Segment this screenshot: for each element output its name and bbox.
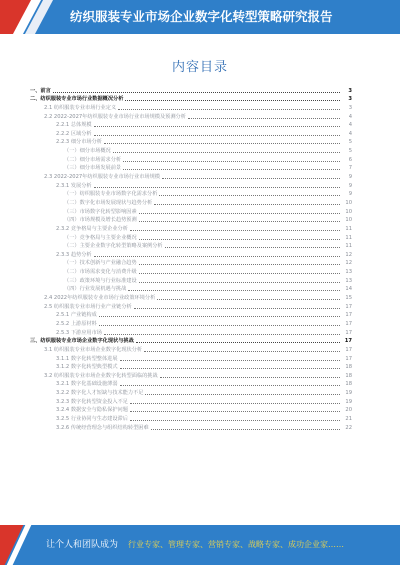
toc-leader-dots [120,368,340,369]
toc-entry-text: 2.2.2 区域分析 [56,130,92,137]
toc-page-number: 17 [345,312,352,319]
toc-leader-dots [139,213,340,214]
toc-leader-dots [139,221,340,222]
report-title: 纺织服装专业市场企业数字化转型策略研究报告 [70,9,333,24]
toc-page-number: 6 [348,156,352,163]
toc-entry[interactable] [30,223,352,232]
toc-entry-text: 2.5.2 上游原材料 [56,320,97,327]
toc-entry[interactable] [30,232,352,241]
toc-entry-text: （一）纺织服装专业市场数字化需求分析 [64,191,158,198]
toc-entry-text: 三、纺织服装专业市场企业数字化现状与挑战 [30,338,134,345]
toc-entry[interactable] [30,154,352,163]
toc-leader-dots [139,282,340,283]
toc-entry-text: 3.2 纺织服装专业市场企业数字化转型面临的挑战 [44,372,158,379]
toc-entry[interactable] [30,387,352,396]
toc-entry[interactable] [30,379,352,388]
toc-page-number: 3 [348,87,352,94]
toc-entry-text: 二、纺织服装专业市场行业数据概况分析 [30,96,124,103]
toc-leader-dots [139,239,340,240]
toc-entry[interactable] [30,310,352,319]
toc-entry-text: 2.2.3 细分市场分析 [56,139,102,146]
toc-leader-dots [160,377,340,378]
toc-page-number: 11 [345,234,352,241]
table-of-contents [30,85,352,431]
toc-page-number: 21 [345,415,352,422]
toc-leader-dots [154,204,340,205]
toc-page-number: 10 [345,208,352,215]
toc-entry-text: （一）技术创新与产业融合趋势 [64,260,137,267]
toc-entry-text: （一）竞争格局与主要企业概况 [64,234,137,241]
toc-page-number: 17 [345,320,352,327]
toc-page-number: 17 [345,346,352,353]
toc-leader-dots [134,308,340,309]
toc-page-number: 4 [348,122,352,129]
toc-page-number: 17 [345,303,352,310]
toc-leader-dots [123,169,340,170]
toc-leader-dots [99,325,340,326]
toc-entry[interactable] [30,163,352,172]
toc-entry[interactable] [30,370,352,379]
toc-page-number: 19 [345,390,352,397]
toc-entry[interactable] [30,301,352,310]
toc-entry[interactable] [30,180,352,189]
toc-entry[interactable] [30,405,352,414]
toc-entry[interactable] [30,344,352,353]
toc-leader-dots [159,195,340,196]
toc-entry[interactable] [30,318,352,327]
toc-leader-dots [144,351,340,352]
toc-leader-dots [162,178,340,179]
toc-leader-dots [165,247,340,248]
toc-entry-text: 2.3 2022-2027年纺织服装专业市场行业市场规模 [44,174,160,181]
toc-entry[interactable] [30,327,352,336]
toc-leader-dots [94,126,340,127]
toc-entry[interactable] [30,275,352,284]
toc-entry[interactable] [30,241,352,250]
toc-page-number: 13 [345,269,352,276]
toc-entry[interactable] [30,137,352,146]
toc-entry-text: 3.2.1 数字化基础设施薄弱 [56,381,118,388]
toc-entry-text: 2.3.3 趋势分析 [56,251,92,258]
toc-entry-text: 2.5.3 下游应用市场 [56,329,102,336]
toc-entry-text: （二）数字化市场发展现状与趋势分析 [64,199,153,206]
toc-leader-dots [94,256,340,257]
toc-page-number: 22 [345,424,352,431]
toc-entry-text: （一）细分市场概况 [64,148,111,155]
toc-entry-text: （二）细分市场需求分析 [64,156,122,163]
toc-entry-text: 2.2 2022-2027年纺织服装专业市场行业市场规模及预测分析 [44,113,186,120]
toc-leader-dots [113,152,340,153]
toc-page-number: 7 [348,165,352,172]
toc-entry-text: 2.1 纺织服装专业市场行业定义 [44,104,117,111]
toc-entry[interactable] [30,189,352,198]
footer-roles: 行业专家、管理专家、营销专家、战略专家、成功企业家…… [128,540,344,549]
toc-entry-text: 3.1 纺织服装专业市场企业数字化现状分析 [44,346,143,353]
toc-entry[interactable] [30,145,352,154]
toc-entry[interactable] [30,336,352,345]
toc-page-number: 12 [345,260,352,267]
toc-page-number: 17 [345,355,352,362]
toc-entry[interactable] [30,413,352,422]
toc-page-number: 9 [348,191,352,198]
toc-entry[interactable] [30,292,352,301]
toc-entry-text: 2.4 2022年纺织服装专业市场行业政策环境分析 [44,295,156,302]
toc-page-number: 9 [348,182,352,189]
toc-entry-text: 2.3.1 发展分析 [56,182,92,189]
toc-page-number: 3 [348,96,352,103]
toc-entry-text: （三）细分市场发展前景 [64,165,122,172]
toc-entry[interactable] [30,128,352,137]
toc-entry-text: 2.2.1 总体规模 [56,122,92,129]
toc-page-number: 11 [345,243,352,250]
toc-leader-dots [120,385,340,386]
toc-leader-dots [130,230,340,231]
toc-page-number: 19 [345,398,352,405]
toc-entry-text: （三）市场数字化转型影响因素 [64,208,137,215]
toc-page-number: 4 [348,113,352,120]
toc-entry[interactable] [30,94,352,103]
toc-leader-dots [136,342,340,343]
toc-heading: 内容目录 [171,60,228,75]
toc-page-number: 4 [348,130,352,137]
toc-entry[interactable] [30,102,352,111]
toc-leader-dots [145,394,340,395]
toc-leader-dots [123,161,340,162]
toc-entry[interactable] [30,197,352,206]
toc-entry[interactable] [30,284,352,293]
toc-page-number: 17 [345,329,352,336]
toc-page-number: 15 [345,295,352,302]
toc-page-number: 5 [348,139,352,146]
toc-page-number: 12 [345,251,352,258]
toc-entry[interactable] [30,266,352,275]
toc-page-number: 18 [345,372,352,379]
toc-leader-dots [139,264,340,265]
toc-page-number: 13 [345,277,352,284]
toc-entry-text: 3.2.2 数字化人才短缺与技术能力不足 [56,390,144,397]
toc-leader-dots [130,403,340,404]
toc-leader-dots [94,135,340,136]
toc-entry[interactable] [30,396,352,405]
toc-entry[interactable] [30,362,352,371]
toc-entry-text: （四）行业发展机遇与挑战 [64,286,127,293]
toc-page-number: 3 [348,104,352,111]
toc-entry-text: 2.5.1 产业链构成 [56,312,97,319]
toc-leader-dots [151,429,340,430]
toc-entry[interactable] [30,258,352,267]
toc-entry[interactable] [30,249,352,258]
toc-entry[interactable] [30,120,352,129]
toc-entry-text: 2.3.2 竞争格局与主要企业分析 [56,225,128,232]
toc-entry-text: （四）市场规模及增长趋势预测 [64,217,137,224]
toc-leader-dots [188,118,340,119]
toc-leader-dots [53,92,340,93]
toc-leader-dots [130,411,340,412]
toc-entry-text: 3.2.6 传统经营理念与组织结构转型困难 [56,424,149,431]
report-footer [0,525,400,565]
toc-entry-text: 2.5 纺织服装专业市场行业产业链分析 [44,303,132,310]
toc-leader-dots [120,360,340,361]
toc-leader-dots [104,143,340,144]
toc-entry[interactable] [30,353,352,362]
toc-entry-text: 一、前言 [30,87,51,94]
toc-leader-dots [118,109,340,110]
toc-page-number: 20 [345,407,352,414]
footer-slogan: 让个人和团队成为 [46,540,119,550]
toc-entry-text: 3.1.1 数字化转型整体进展 [56,355,118,362]
toc-page-number: 14 [345,286,352,293]
toc-page-number: 17 [344,338,352,345]
toc-entry[interactable] [30,171,352,180]
toc-leader-dots [128,290,340,291]
toc-entry-text: （二）主要企业数字化转型策略及案例分析 [64,243,163,250]
toc-entry[interactable] [30,422,352,431]
toc-page-number: 18 [345,364,352,371]
toc-entry[interactable] [30,215,352,224]
toc-page-number: 10 [345,217,352,224]
toc-entry-text: （三）政策环境与行业标准建设 [64,277,137,284]
toc-entry[interactable] [30,206,352,215]
toc-page-number: 5 [348,148,352,155]
toc-entry-text: 3.2.4 数据安全与隐私保护问题 [56,407,128,414]
toc-entry-text: （二）市场需求变化与消费升级 [64,269,137,276]
toc-leader-dots [125,100,340,101]
toc-entry[interactable] [30,111,352,120]
toc-leader-dots [130,420,340,421]
toc-entry-text: 3.2.3 数字化转型资金投入不足 [56,398,128,405]
toc-leader-dots [94,187,340,188]
toc-page-number: 9 [348,174,352,181]
toc-leader-dots [104,334,340,335]
toc-leader-dots [99,316,340,317]
toc-page-number: 18 [345,381,352,388]
toc-page-number: 11 [345,225,352,232]
toc-page-number: 10 [345,199,352,206]
toc-leader-dots [139,273,340,274]
toc-entry[interactable] [30,85,352,94]
report-header [0,0,400,34]
toc-entry-text: 3.2.5 行业协同与生态建设滞后 [56,415,128,422]
toc-entry-text: 3.1.2 数字化转型典型模式 [56,364,118,371]
toc-leader-dots [157,299,340,300]
